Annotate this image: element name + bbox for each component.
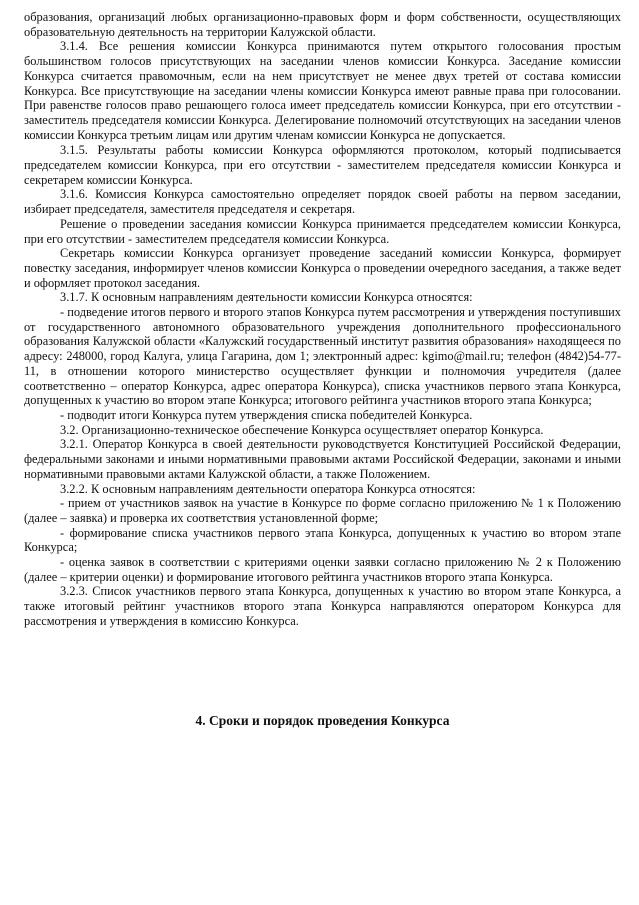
section-heading: 4. Сроки и порядок проведения Конкурса xyxy=(195,712,450,728)
list-item-applications: - прием от участников заявок на участие в Конкурсе по форме согласно приложению № 1 к Положению (далее – заявка) и проверка их соответствия установленной форме; xyxy=(24,496,621,525)
paragraph-3-1-7: 3.1.7. К основным направлениям деятельности комиссии Конкурса относятся: xyxy=(60,290,473,305)
paragraph-3-2-3: 3.2.3. Список участников первого этапа Конкурса, допущенных к участию во втором этапе Конкурса, а также итоговый рейтинг участников второго этапа Конкурса направляются оператором Конкурса для рассмотрения и утверждения в комиссию Конкурса. xyxy=(24,584,621,628)
list-item-participants: - формирование списка участников первого этапа Конкурса, допущенных к участию во втором этапе Конкурса; xyxy=(24,525,621,555)
paragraph-3-1-6: 3.1.6. Комиссия Конкурса самостоятельно определяет порядок своей работы на первом заседании, избирает председателя, заместителя председателя и секретаря. xyxy=(24,187,621,217)
paragraph-secretary: Секретарь комиссии Конкурса организует проведение заседаний комиссии Конкурса, формирует повестку заседания, информирует членов комиссии Конкурса о проведении очередного заседания, а также ведет и оформляет протокол заседания. xyxy=(24,246,621,290)
paragraph-meeting-decision: Решение о проведении заседания комиссии Конкурса принимается председателем комиссии Конкурса, при его отсутствии - заместителем председателя комиссии Конкурса. xyxy=(24,216,621,246)
list-item-winners: - подводит итоги Конкурса путем утверждения списка победителей Конкурса. xyxy=(60,407,473,422)
paragraph-3-2-2: 3.2.2. К основным направлениям деятельности оператора Конкурса относятся: xyxy=(60,481,476,496)
paragraph-3-2-1: 3.2.1. Оператор Конкурса в своей деятельности руководствуется Конституцией Российской Федерации, федеральными законами и иными нормативными правовыми актами Российской Федерации, законами и иными нормативными правовыми актами Калужской области, а также Положением. xyxy=(24,437,621,481)
list-item-summary: - подведение итогов первого и второго этапов Конкурса путем рассмотрения и утверждения поступивших от государственного автономного образовательного учреждения дополнительного профессионального образования Калужской области «Калужский государственный институт развития образования» находящееся по адресу: 248000, город Калуга, улица Гагарина, дом 1; электронный адрес: kgimo@mail.ru; телефон (4842)54-77-11, в отношении которого министерство осуществляет функции и полномочия учредителя (далее соответственно – оператор Конкурса, адрес оператора Конкурса), списка участников первого этапа Конкурса, допущенных к участию во втором этапе Конкурса; итогового рейтинга участников второго этапа Конкурса; xyxy=(24,305,621,408)
paragraph-3-1-5: 3.1.5. Результаты работы комиссии Конкурса оформляются протоколом, который подписывается председателем комиссии Конкурса, при его отсутствии - заместителем председателя комиссии Конкурса и секретарем комиссии Конкурса. xyxy=(24,143,621,187)
paragraph-3-2: 3.2. Организационно-техническое обеспечение Конкурса осуществляет оператор Конкурса. xyxy=(60,422,544,437)
paragraph-continuation: образования, организаций любых организационно-правовых форм и форм собственности, осуществляющих образовательную деятельность на территории Калужской области. xyxy=(24,10,621,39)
list-item-evaluation: - оценка заявок в соответствии с критериями оценки заявки согласно приложению № 2 к Положению (далее – критерии оценки) и формирование итогового рейтинга участников второго этапа Конкурса. xyxy=(24,555,621,584)
paragraph-3-1-4: 3.1.4. Все решения комиссии Конкурса принимаются путем открытого голосования простым большинством голосов присутствующих на заседании членов комиссии Конкурса. Заседание комиссии Конкурса считается правомочным, если на нем присутствует не менее двух третей от состава комиссии Конкурса. Все присутствующие на заседании члены комиссии Конкурса имеют равные права при голосовании. При равенстве голосов право решающего голоса имеет председатель комиссии Конкурса, при его отсутствии - заместитель председателя комиссии Конкурса. Делегирование полномочий отсутствующих на заседании членов комиссии Конкурса третьим лицам или другим членам комиссии Конкурса не допускается. xyxy=(24,39,621,142)
